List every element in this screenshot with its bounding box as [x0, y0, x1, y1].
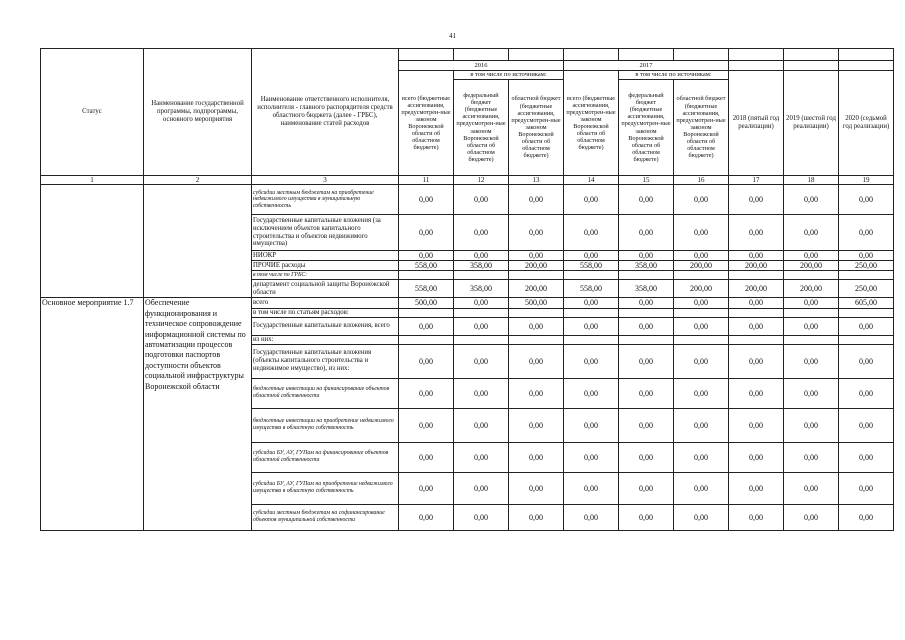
row-value [399, 308, 454, 317]
row-value: 0,00 [729, 298, 784, 308]
row-value [509, 308, 564, 317]
row-value: 0,00 [674, 378, 729, 408]
row-label: субсидии местным бюджетам на приобретение недвижимого имущества в муниципальную собственность [252, 185, 399, 215]
row-value [564, 335, 619, 344]
row-value: 558,00 [564, 261, 619, 271]
row-value [839, 335, 894, 344]
row-value: 0,00 [784, 378, 839, 408]
row-value [839, 271, 894, 280]
row-value: 0,00 [399, 408, 454, 442]
header-program-name: Наименование государственной программы, подпрограммы, основного мероприятия [144, 49, 252, 176]
row-value: 0,00 [619, 298, 674, 308]
row-value: 0,00 [454, 408, 509, 442]
column-number: 17 [729, 176, 784, 185]
row-label: бюджетные инвестиции на финансирование объектов областной собственности [252, 378, 399, 408]
row-label: всего [252, 298, 399, 308]
row-value: 0,00 [564, 378, 619, 408]
row-value: 0,00 [399, 344, 454, 378]
row-value: 0,00 [729, 251, 784, 261]
row-value [839, 308, 894, 317]
header-federal-2017: федеральный бюджет (бюджетные ассигнования, предусмотрен-ные законом Воронежской области об областном бюджете) [619, 80, 674, 176]
row-label: департамент социальной защиты Воронежской области [252, 280, 399, 298]
row-value: 0,00 [509, 504, 564, 530]
row-value: 0,00 [729, 408, 784, 442]
header-regional-2017: областной бюджет (бюджетные ассигнования, предусмотрен-ные законом Воронежской области об областном бюджете) [674, 80, 729, 176]
row-value: 0,00 [839, 472, 894, 504]
row-value [454, 335, 509, 344]
row-value: 0,00 [454, 504, 509, 530]
header-status: Статус [41, 49, 144, 176]
header-total-2017: всего (бюджетные ассигнования, предусмотрен-ные законом Воронежской области об областном бюджете) [564, 71, 619, 176]
row-value [454, 308, 509, 317]
row-value [784, 308, 839, 317]
row-value: 0,00 [454, 251, 509, 261]
row-value: 0,00 [509, 251, 564, 261]
column-number: 16 [674, 176, 729, 185]
row-value: 0,00 [729, 185, 784, 215]
row-value: 0,00 [674, 504, 729, 530]
row-label: Государственные капитальные вложения (за исключением объектов капитального строительства и объектов недвижимого имущества) [252, 215, 399, 251]
row-value [564, 308, 619, 317]
row-value: 0,00 [399, 185, 454, 215]
column-number: 14 [564, 176, 619, 185]
row-value: 0,00 [564, 472, 619, 504]
row-value: 0,00 [619, 317, 674, 335]
row-value: 0,00 [729, 378, 784, 408]
row-value: 0,00 [784, 344, 839, 378]
row-value: 0,00 [674, 215, 729, 251]
row-value: 0,00 [839, 442, 894, 472]
row-value: 358,00 [454, 280, 509, 298]
header-sources-2017: в том числе по источникам: [619, 71, 729, 80]
row-value: 0,00 [454, 215, 509, 251]
row-value: 558,00 [564, 280, 619, 298]
row-value: 0,00 [454, 298, 509, 308]
row-value: 0,00 [564, 408, 619, 442]
header-regional-2016: областной бюджет (бюджетные ассигнования, предусмотрен-ные законом Воронежской области об областном бюджете) [509, 80, 564, 176]
row-value: 200,00 [674, 261, 729, 271]
column-number: 11 [399, 176, 454, 185]
row-value: 0,00 [399, 251, 454, 261]
row-value: 0,00 [564, 504, 619, 530]
row-value [399, 271, 454, 280]
row-value: 0,00 [509, 215, 564, 251]
row-value: 0,00 [674, 408, 729, 442]
row-value: 0,00 [564, 251, 619, 261]
row-value: 0,00 [729, 504, 784, 530]
row-value: 0,00 [564, 185, 619, 215]
row-value [619, 335, 674, 344]
column-number: 13 [509, 176, 564, 185]
row-value [619, 271, 674, 280]
row-value: 0,00 [839, 251, 894, 261]
column-number: 18 [784, 176, 839, 185]
row-value: 0,00 [839, 215, 894, 251]
row-value: 0,00 [509, 408, 564, 442]
header-2019: 2019 (шестой год реализации) [784, 71, 839, 176]
table-row [41, 298, 894, 308]
column-number: 15 [619, 176, 674, 185]
row-value: 0,00 [509, 442, 564, 472]
row-value [784, 335, 839, 344]
row-value: 0,00 [674, 344, 729, 378]
row-label: в том числе по ГРБС: [252, 271, 399, 280]
row-label: НИОКР [252, 251, 399, 261]
row-value: 200,00 [729, 280, 784, 298]
row-value: 200,00 [674, 280, 729, 298]
row-label: субсидии БУ, АУ, ГУПам на приобретение недвижимого имущества в областную собственность [252, 472, 399, 504]
row-value: 358,00 [619, 280, 674, 298]
row-value: 0,00 [509, 317, 564, 335]
row-value: 0,00 [784, 317, 839, 335]
header-2018: 2018 (пятый год реализации) [729, 71, 784, 176]
row-value: 0,00 [729, 442, 784, 472]
row-value: 0,00 [729, 472, 784, 504]
status-main-activity: Основное мероприятие 1.7 [41, 298, 144, 530]
header-total-2016: всего (бюджетные ассигнования, предусмотрен-ные законом Воронежской области об областном бюджете) [399, 71, 454, 176]
status-cell-blank [41, 185, 144, 298]
row-value: 0,00 [399, 442, 454, 472]
row-value [729, 308, 784, 317]
row-value: 0,00 [564, 317, 619, 335]
row-value: 0,00 [674, 442, 729, 472]
row-value: 0,00 [839, 185, 894, 215]
row-value: 0,00 [839, 408, 894, 442]
row-value: 0,00 [674, 317, 729, 335]
row-label: в том числе по статьям расходов: [252, 308, 399, 317]
row-value: 500,00 [509, 298, 564, 308]
column-number: 3 [252, 176, 399, 185]
row-value: 0,00 [729, 317, 784, 335]
row-value: 200,00 [729, 261, 784, 271]
row-label: субсидии местным бюджетам на софинансирование объектов муниципальной собственности [252, 504, 399, 530]
row-value [564, 271, 619, 280]
row-value [454, 271, 509, 280]
row-value: 0,00 [509, 344, 564, 378]
row-label: Государственные капитальные вложения, всего [252, 317, 399, 335]
row-value: 0,00 [784, 251, 839, 261]
row-value: 0,00 [509, 378, 564, 408]
row-value: 0,00 [619, 504, 674, 530]
row-value: 0,00 [784, 442, 839, 472]
column-number: 2 [144, 176, 252, 185]
table-row [41, 185, 894, 215]
row-value [729, 335, 784, 344]
row-value: 200,00 [784, 280, 839, 298]
row-value: 0,00 [729, 344, 784, 378]
row-value: 0,00 [454, 185, 509, 215]
row-value: 0,00 [509, 185, 564, 215]
row-value: 200,00 [509, 280, 564, 298]
row-value: 0,00 [564, 215, 619, 251]
header-sources-2016: в том числе по источникам: [454, 71, 564, 80]
row-value: 358,00 [454, 261, 509, 271]
row-value: 0,00 [619, 185, 674, 215]
row-value: 250,00 [839, 280, 894, 298]
row-value: 0,00 [454, 472, 509, 504]
row-value: 0,00 [784, 472, 839, 504]
header-year-2016: 2016 [399, 61, 564, 71]
row-value: 0,00 [674, 298, 729, 308]
row-value: 0,00 [784, 185, 839, 215]
row-value: 0,00 [619, 378, 674, 408]
row-label: субсидии БУ, АУ, ГУПам на финансирование объектов областной собственности [252, 442, 399, 472]
row-value: 0,00 [399, 472, 454, 504]
row-value [674, 271, 729, 280]
row-value: 0,00 [454, 442, 509, 472]
row-label: бюджетные инвестиции на приобретение недвижимого имущества в областную собственность [252, 408, 399, 442]
row-value: 0,00 [619, 472, 674, 504]
header-year-2017: 2017 [564, 61, 729, 71]
row-value: 250,00 [839, 261, 894, 271]
program-cell-blank [144, 185, 252, 298]
row-value: 0,00 [564, 442, 619, 472]
row-value: 0,00 [839, 344, 894, 378]
row-value: 0,00 [784, 504, 839, 530]
budget-table [40, 48, 894, 531]
row-value: 0,00 [839, 504, 894, 530]
row-value: 0,00 [674, 185, 729, 215]
row-value: 0,00 [564, 298, 619, 308]
row-value: 0,00 [674, 472, 729, 504]
row-value: 558,00 [399, 280, 454, 298]
row-value: 558,00 [399, 261, 454, 271]
header-executor: Наименование ответственного исполнителя, исполнителя - главного распорядителя средств областного бюджета (далее - ГРБС), наименование статей расходов [252, 49, 399, 176]
row-value: 0,00 [399, 317, 454, 335]
header-federal-2016: федеральный бюджет (бюджетные ассигнования, предусмотрен-ные законом Воронежской области об областном бюджете) [454, 80, 509, 176]
row-value: 200,00 [509, 261, 564, 271]
row-label: из них: [252, 335, 399, 344]
row-value: 0,00 [839, 378, 894, 408]
blank-header-row [41, 49, 894, 61]
row-value: 0,00 [619, 215, 674, 251]
row-value: 200,00 [784, 261, 839, 271]
row-value [399, 335, 454, 344]
row-value: 605,00 [839, 298, 894, 308]
program-name-main-activity: Обеспечение функционирования и техническое сопровождение информационной системы по автоматизации процессов подготовки паспортов доступности объектов социальной инфраструктуры Воронежской области [144, 298, 252, 530]
column-number: 19 [839, 176, 894, 185]
row-value [729, 271, 784, 280]
row-value [674, 308, 729, 317]
row-value: 0,00 [839, 317, 894, 335]
row-value [509, 271, 564, 280]
row-value: 500,00 [399, 298, 454, 308]
row-value: 0,00 [619, 408, 674, 442]
row-value: 0,00 [619, 442, 674, 472]
page-number: 41 [449, 32, 456, 40]
row-value: 0,00 [509, 472, 564, 504]
row-value: 0,00 [399, 378, 454, 408]
row-value: 0,00 [619, 251, 674, 261]
row-label: ПРОЧИЕ расходы [252, 261, 399, 271]
row-value [619, 308, 674, 317]
column-number: 12 [454, 176, 509, 185]
row-value: 0,00 [729, 215, 784, 251]
row-value: 0,00 [564, 344, 619, 378]
row-value: 0,00 [784, 408, 839, 442]
row-value: 0,00 [399, 215, 454, 251]
row-value: 0,00 [674, 251, 729, 261]
column-numbers-row [41, 176, 894, 185]
row-value: 0,00 [784, 298, 839, 308]
row-value: 0,00 [784, 215, 839, 251]
row-value [674, 335, 729, 344]
header-2020: 2020 (седьмой год реализации) [839, 71, 894, 176]
row-value: 0,00 [399, 504, 454, 530]
row-value: 0,00 [454, 317, 509, 335]
row-value: 358,00 [619, 261, 674, 271]
row-value: 0,00 [619, 344, 674, 378]
row-value [509, 335, 564, 344]
row-value [784, 271, 839, 280]
row-value: 0,00 [454, 344, 509, 378]
row-value: 0,00 [454, 378, 509, 408]
column-number: 1 [41, 176, 144, 185]
row-label: Государственные капитальные вложения (объекты капитального строительства и недвижимое имущество), из них: [252, 344, 399, 378]
